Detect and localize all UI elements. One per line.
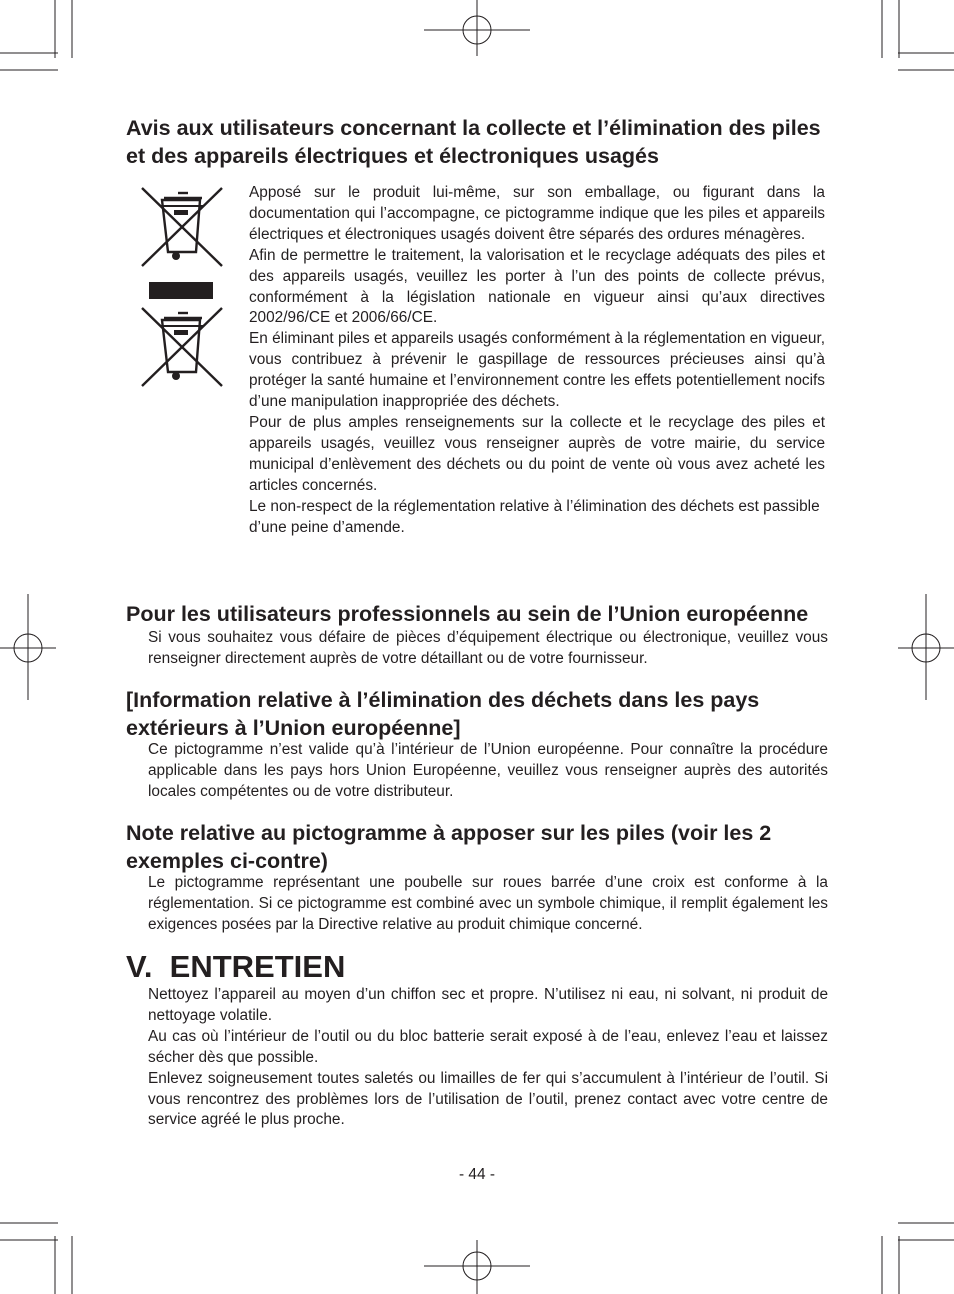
registration-mark-icon <box>424 0 530 56</box>
section-title-pro: Pour les utilisateurs professionnels au sein de l’Union européenne <box>126 602 809 626</box>
entretien-body <box>148 985 828 1131</box>
black-bar-icon <box>149 282 213 299</box>
pro-paragraph: Si vous souhaitez vous défaire de pièces d’équipement électrique ou électronique, veuillez vous renseigner directement auprès de votre détaillant ou de votre fournisseur. <box>148 629 828 667</box>
avis-paragraph: Afin de permettre le traitement, la valorisation et le recyclage adéquats des piles et des appareils usagés, veuillez les porter à l’un des points de collecte prévus, conformément à la législation nationale en vigueur ainsi qu’aux directives 2002/96/CE et 2006/66/CE. <box>249 246 825 327</box>
crop-mark-icon <box>882 0 954 70</box>
section-title-info: [Information relative à l’élimination des déchets dans les pays extérieurs à l’Union européenne] <box>126 688 760 740</box>
entretien-paragraph: Nettoyez l’appareil au moyen d’un chiffon sec et propre. N’utilisez ni eau, ni solvant, ni produit de nettoyage volatile. <box>148 986 828 1024</box>
chapter-title-entretien: V. ENTRETIEN <box>126 949 346 984</box>
registration-mark-icon <box>898 594 954 700</box>
crossed-out-wheelie-bin-icon <box>142 188 222 266</box>
avis-paragraph: Apposé sur le produit lui-même, sur son emballage, ou figurant dans la documentation qui l’accompagne, ce pictogramme indique que les piles et appareils électriques et électroniques usagés doivent être séparés des ordures ménagères. <box>249 184 825 243</box>
entretien-paragraph: Enlevez soigneusement toutes saletés ou limailles de fer qui s’accumulent à l’intérieur de l’outil. Si vous rencontrez des problèmes lors de l’utilisation de l’outil, prenez contact avec votre centre de service agréé le plus proche. <box>148 1069 828 1129</box>
section-title-avis: Avis aux utilisateurs concernant la collecte et l’élimination des piles et des appareils électriques et électroniques usagés <box>126 116 821 168</box>
info-paragraph: Ce pictogramme n’est valide qu’à l’intérieur de l’Union européenne. Pour connaître la procédure applicable dans les pays hors Union Européenne, veuillez vous renseigner auprès des autorités locales compétentes ou de votre distributeur. <box>148 741 828 800</box>
page-number: - 44 - <box>459 1166 495 1183</box>
entretien-paragraph: Au cas où l’intérieur de l’outil ou du bloc batterie serait exposé à de l’eau, enlevez l’eau et laissez sécher dès que possible. <box>148 1027 828 1066</box>
avis-paragraph: Pour de plus amples renseignements sur la collecte et le recyclage des piles et appareils usagés, veuillez vous renseigner auprès de votre mairie, du service municipal d’enlèvement des déchets ou du point de vente où vous avez acheté les articles concernés. <box>249 413 825 494</box>
section-title-note: Note relative au pictogramme à apposer sur les piles (voir les 2 exemples ci-contre) <box>126 821 772 873</box>
avis-paragraph: Le non-respect de la réglementation relative à l’élimination des déchets est passible d’une peine d’amende. <box>249 497 820 536</box>
crop-mark-icon <box>0 1223 72 1294</box>
avis-paragraph: En éliminant piles et appareils usagés conformément à la réglementation en vigueur, vous contribuez à prévenir le gaspillage de ressources précieuses ainsi qu’à protéger la santé humaine et l’environnement contre les effets potentiellement nocifs d’une manipulation inappropriée des déchets. <box>249 330 825 411</box>
avis-body <box>249 183 825 538</box>
weee-pictograms <box>138 184 228 394</box>
note-paragraph: Le pictogramme représentant une poubelle sur roues barrée d’une croix est conforme à la réglementation. Si ce pictogramme est combiné avec un symbole chimique, il remplit également les exigences posées par la Directive relative au produit chimique concerné. <box>148 874 828 933</box>
crop-mark-icon <box>0 0 72 70</box>
crop-mark-icon <box>882 1223 954 1294</box>
crossed-out-wheelie-bin-with-bar-icon <box>142 308 222 386</box>
registration-mark-icon <box>0 594 56 700</box>
registration-mark-icon <box>424 1240 530 1294</box>
